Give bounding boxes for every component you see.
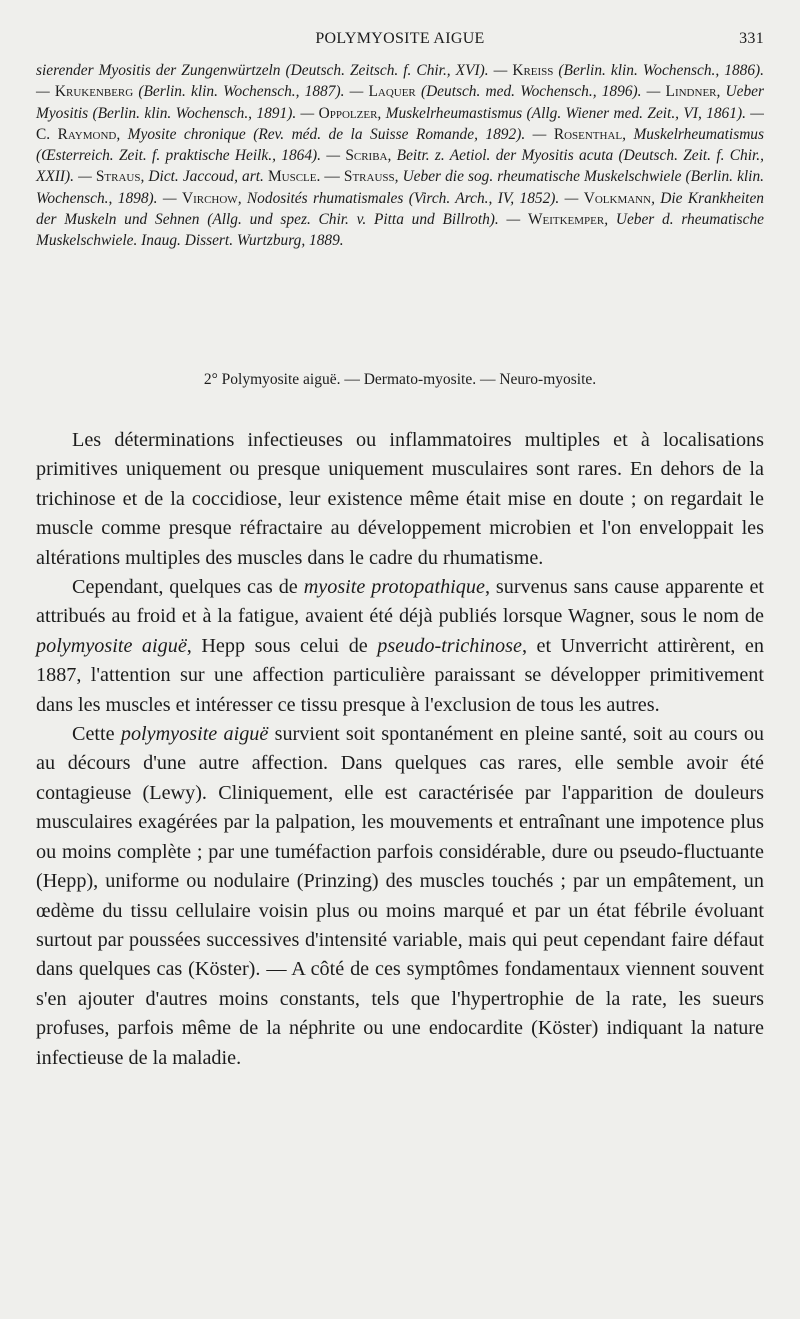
ref-text: (Berlin. klin. Wochensch., 1886). — (36, 62, 764, 101)
body-paragraph-1: Les déterminations infectieuses ou inflammatoires multiples et à localisations primitives uniquement ou presque uniquement musculaires sont rares. En dehors de la trichinose et de la coccidiose, leur existence même était mise en doute ; on regardait le muscle comme presque réfractaire au développement microbien et l'on enveloppait les altérations multiples des muscles dans le cadre du rhumatisme. (36, 429, 764, 569)
ref-author: Kreiss (512, 62, 554, 79)
ref-author: Strauss (343, 168, 395, 186)
ref-text: , Ueber die sog. rheumatische Muskelschwiele (Berlin. klin. Wochensch., 1898). — (36, 168, 764, 207)
ref-author: Virchow (181, 189, 238, 207)
body-paragraph-2 (36, 573, 764, 720)
ref-text: , Dict. Jaccoud, art. (140, 168, 268, 186)
ref-text: . — (316, 168, 344, 186)
ref-text: , Myosite chronique (Rev. méd. de la Suisse Romande, 1892). — (116, 125, 554, 143)
ref-text: , Ueber d. rheumatische Muskelschwiele. Inaug. Dissert. Wurtzburg, 1889. (36, 211, 764, 250)
ref-author: Muscle (267, 168, 317, 186)
italic-term: polymyosite aiguë (36, 634, 187, 657)
ref-author: C. Raymond (36, 125, 117, 143)
ref-author: Lindner (665, 83, 717, 101)
ref-text: , Ueber Myositis (Berlin. klin. Wochensch., 1891). — (36, 83, 764, 122)
body-text (36, 426, 764, 1073)
ref-text: (Deutsch. med. Wochensch., 1896). — (415, 83, 666, 101)
ref-text: , Beitr. z. Aetiol. der Myositis acuta (Deutsch. Zeit. f. Chir., XXII). — (36, 147, 764, 186)
bibliography-paragraph (36, 60, 764, 252)
ref-author: Laquer (368, 83, 416, 101)
bibliography-block (36, 60, 764, 252)
running-header (36, 30, 764, 56)
text-run: Cette (72, 723, 121, 746)
ref-author: Rosenthal (553, 125, 623, 143)
ref-author: Straus (95, 168, 141, 186)
running-title: POLYMYOSITE AIGUE (315, 30, 485, 47)
ref-text: , Muskelrheumatismus (Œsterreich. Zeit. f. praktische Heilk., 1864). — (36, 125, 764, 165)
ref-author: Oppolzer (318, 104, 378, 122)
section-heading: 2° Polymyosite aiguë. — Dermato-myosite. — Neuro-myosite. (203, 371, 597, 388)
text-run: , et Unverricht attirèrent, en 1887, l'attention sur une affection particulière paraissant se développer primitivement dans les muscles et intéresser ce tissu presque à l'exclusion de tous les autres. (36, 634, 764, 716)
page-number: 331 (739, 30, 764, 47)
text-run: , Hepp sous celui de (186, 634, 378, 657)
italic-term: myosite protopathique (303, 576, 485, 599)
ref-text: , Die Krankheiten der Muskeln und Sehnen (Allg. und spez. Chir. v. Pitta und Billroth). — (36, 189, 764, 229)
text-run: , survenus sans cause apparente et attribués au froid et à la fatigue, avaient été déjà publiés lorsque Wagner, sous le nom de (36, 576, 765, 628)
text-run: survient soit spontanément en pleine santé, soit au cours ou au décours d'une autre affection. Dans quelques cas rares, elle semble avoir été contagieuse (Lewy). Cliniquement, elle est caractérisée par l'apparition de douleurs musculaires exagérées par la palpation, les mouvements et entraînant une impotence plus ou moins complète ; par une tuméfaction parfois considérable, dure ou pseudo-fluctuante (Hepp), uniforme ou nodulaire (Prinzing) des muscles touchés ; par un empâtement, un œdème du tissu cellulaire voisin plus ou moins marqué et par un état fébrile évoluant surtout par poussées successives d'intensité variable, mais qui peut cependant faire défaut dans quelques cas (Köster). — A côté de ces symptômes fondamentaux viennent souvent s'en ajouter d'autres moins constants, tels que l'hypertrophie de la rate, les sueurs profuses, parfois même de la néphrite ou une endocardite (Köster) indiquant la nature infectieuse de la maladie. (36, 723, 765, 1069)
ref-text: , Nodosités rhumatismales (Virch. Arch., IV, 1852). — (237, 189, 584, 207)
italic-term: polymyosite aiguë (120, 723, 269, 746)
ref-author: Weitkemper (527, 211, 605, 229)
ref-text: sierender Myositis der Zungenwürtzeln (Deutsch. Zeitsch. f. Chir., XVI). — (36, 62, 513, 79)
text-run: Cependant, quelques cas de (72, 576, 304, 599)
ref-author: Krukenberg (54, 83, 134, 101)
ref-text: , Muskelrheumastismus (Allg. Wiener med. Zeit., VI, 1861). — (377, 104, 764, 122)
ref-author: Scriba (345, 147, 388, 165)
ref-author: Volkmann (583, 189, 652, 207)
italic-term: pseudo-trichinose (377, 634, 522, 657)
body-paragraph-3 (36, 720, 764, 1073)
ref-text: (Berlin. klin. Wochensch., 1887). — (133, 83, 369, 101)
